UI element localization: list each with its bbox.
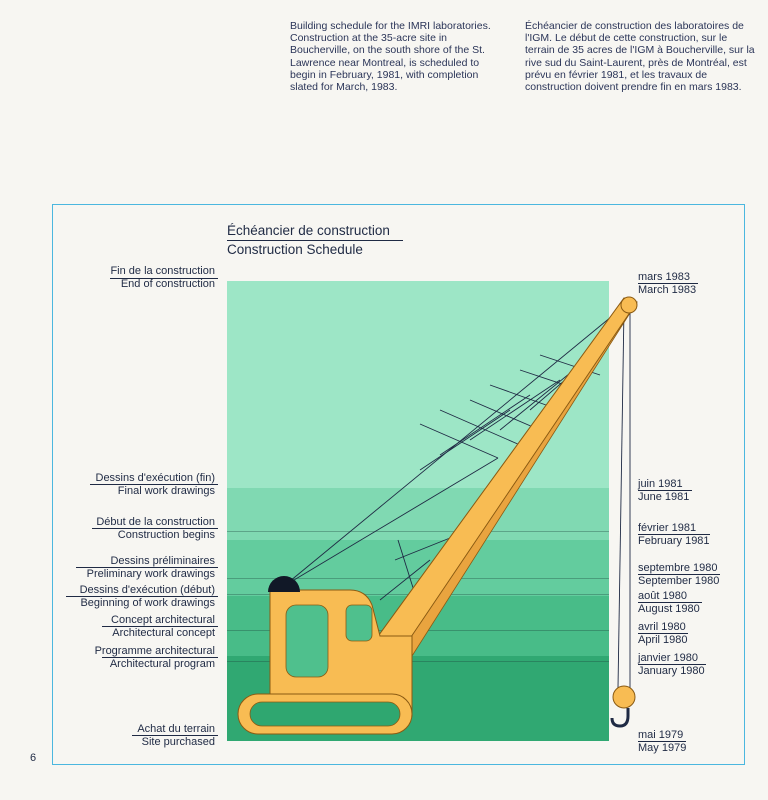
page-number: 6 bbox=[30, 752, 37, 764]
milestone-date-fr: août 1980 bbox=[638, 590, 687, 602]
caption-french: Échéancier de construction des laboratoires de l'IGM. Le début de cette construction, sur le terrain de 35 acres de l'IGM à Boucherville, sur la rive sud du Saint-Laurent, près de Montréal, est prévu en février 1981, et les travaux de construction doivent prendre fin en mars 1983. bbox=[525, 20, 755, 94]
milestone-date-en: April 1980 bbox=[638, 634, 688, 646]
milestone-label-en: Architectural concept bbox=[112, 627, 215, 639]
milestone-label-fr: Dessins d'exécution (début) bbox=[79, 584, 215, 596]
milestone-label-fr: Dessins préliminaires bbox=[110, 555, 215, 567]
milestone-label-en: Architectural program bbox=[109, 658, 215, 670]
caption-english: Building schedule for the IMRI laboratories. Construction at the 35-acre site in Boucherville, on the south shore of the St. Lawrence near Montreal, is scheduled to begin in February, 1981, with completion slated for March, 1983. bbox=[290, 20, 491, 94]
milestone-label-fr: Début de la construction bbox=[96, 516, 215, 528]
milestone-date-fr: mars 1983 bbox=[638, 271, 690, 283]
milestone-date-fr: septembre 1980 bbox=[638, 562, 718, 574]
milestone-label-en: End of construction bbox=[120, 278, 215, 290]
diagram-title-en: Construction Schedule bbox=[227, 242, 363, 257]
milestone-label-en: Site purchased bbox=[141, 736, 215, 748]
milestone-date-en: September 1980 bbox=[638, 575, 720, 587]
milestone-date-en: February 1981 bbox=[638, 535, 710, 547]
milestone-date-fr: avril 1980 bbox=[638, 621, 686, 633]
milestone-label-en: Final work drawings bbox=[117, 485, 215, 497]
milestone-date-en: August 1980 bbox=[638, 603, 700, 615]
milestone-label-en: Construction begins bbox=[117, 529, 215, 541]
milestone-date-en: March 1983 bbox=[638, 284, 697, 296]
milestone-date-fr: mai 1979 bbox=[638, 729, 684, 741]
milestone-date-fr: janvier 1980 bbox=[638, 652, 698, 664]
milestone-label-en: Preliminary work drawings bbox=[86, 568, 215, 580]
milestone-label-fr: Dessins d'exécution (fin) bbox=[95, 472, 215, 484]
milestone-label-fr: Fin de la construction bbox=[110, 265, 215, 277]
milestone-label-fr: Concept architectural bbox=[111, 614, 215, 626]
milestone-label-fr: Programme architectural bbox=[94, 645, 215, 657]
milestone-date-en: June 1981 bbox=[638, 491, 690, 503]
milestone-label-en: Beginning of work drawings bbox=[80, 597, 215, 609]
milestone-date-en: May 1979 bbox=[638, 742, 687, 754]
diagram-title-fr: Échéancier de construction bbox=[227, 223, 390, 238]
milestone-label-fr: Achat du terrain bbox=[137, 723, 215, 735]
milestone-date-en: January 1980 bbox=[638, 665, 705, 677]
milestone-date-fr: février 1981 bbox=[638, 522, 697, 534]
milestone-date-fr: juin 1981 bbox=[638, 478, 683, 490]
